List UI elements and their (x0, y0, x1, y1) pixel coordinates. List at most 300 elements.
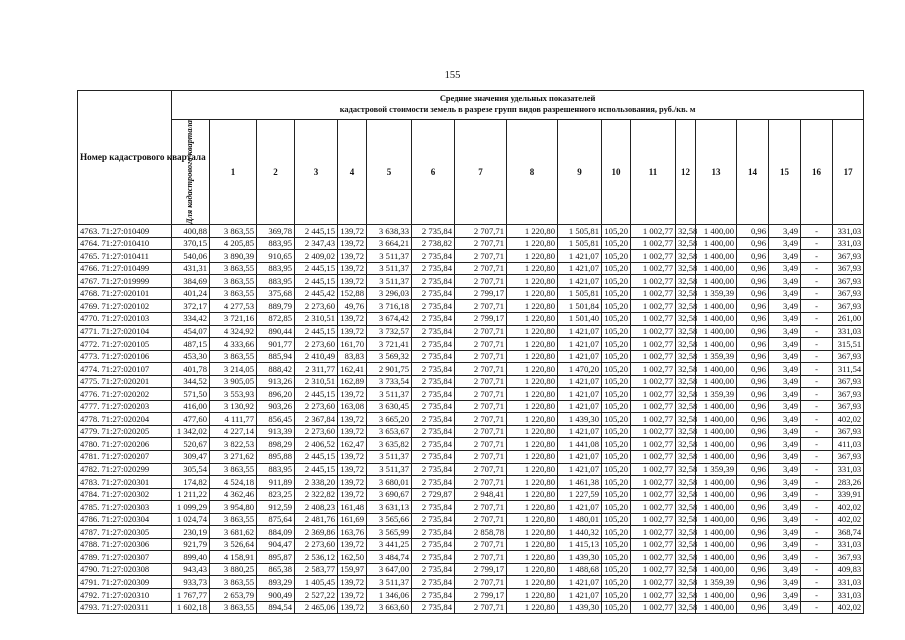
value-cell: 3,49 (769, 275, 801, 288)
value-cell: - (801, 538, 833, 551)
value-cell: 1 220,80 (507, 563, 558, 576)
table-row (78, 287, 864, 300)
value-cell: 2 735,84 (412, 538, 455, 551)
value-cell: 384,69 (172, 275, 210, 288)
value-cell: - (801, 425, 833, 438)
value-cell: 367,93 (833, 400, 864, 413)
value-cell: 2 347,43 (295, 237, 338, 250)
value-cell: 1 400,00 (696, 563, 737, 576)
value-cell: 3,49 (769, 501, 801, 514)
value-cell: 1 359,39 (696, 287, 737, 300)
value-cell: 105,20 (602, 488, 631, 501)
value-cell: 32,58 (676, 338, 696, 351)
cadastral-quarter-cell: 4784. 71:27:020302 (78, 488, 172, 501)
value-cell: 32,58 (676, 451, 696, 464)
value-cell: 0,96 (737, 451, 769, 464)
value-cell: 2 311,77 (295, 363, 338, 376)
value-cell: 367,93 (833, 425, 864, 438)
value-cell: 2 707,71 (455, 538, 507, 551)
value-cell: 0,96 (737, 563, 769, 576)
value-cell: 32,58 (676, 576, 696, 589)
value-cell: 2 735,84 (412, 338, 455, 351)
value-cell: 159,97 (338, 563, 367, 576)
cadastral-quarter-cell: 4785. 71:27:020303 (78, 501, 172, 514)
value-cell: 1 220,80 (507, 325, 558, 338)
value-cell: 409,83 (833, 563, 864, 576)
header-for-quarter-label: Для кадастрового квартала (185, 120, 195, 225)
value-cell: 1 002,77 (631, 501, 676, 514)
table-row (78, 425, 864, 438)
value-cell: - (801, 225, 833, 238)
value-cell: 2 445,15 (295, 463, 338, 476)
value-cell: 105,20 (602, 463, 631, 476)
value-cell: 2 735,84 (412, 563, 455, 576)
value-cell: 331,03 (833, 325, 864, 338)
value-cell: 2 707,71 (455, 400, 507, 413)
value-cell: 913,26 (257, 375, 295, 388)
table-row (78, 463, 864, 476)
value-cell: 3 271,62 (210, 451, 257, 464)
value-cell: 1 002,77 (631, 463, 676, 476)
value-cell: 105,20 (602, 287, 631, 300)
value-cell: 2 735,84 (412, 589, 455, 602)
value-cell: 904,47 (257, 538, 295, 551)
column-header: 5 (367, 120, 412, 225)
value-cell: 454,07 (172, 325, 210, 338)
value-cell: 1 002,77 (631, 413, 676, 426)
value-cell: 32,58 (676, 388, 696, 401)
cadastral-quarter-cell: 4775. 71:27:020201 (78, 375, 172, 388)
value-cell: 161,70 (338, 338, 367, 351)
value-cell: 3,49 (769, 476, 801, 489)
value-cell: 1 400,00 (696, 275, 737, 288)
value-cell: 32,58 (676, 262, 696, 275)
value-cell: 3,49 (769, 350, 801, 363)
value-cell: - (801, 563, 833, 576)
value-cell: 32,58 (676, 425, 696, 438)
value-cell: 3,49 (769, 438, 801, 451)
column-header: 12 (676, 120, 696, 225)
value-cell: 3 732,57 (367, 325, 412, 338)
value-cell: 3 511,37 (367, 275, 412, 288)
value-cell: 1 400,00 (696, 488, 737, 501)
value-cell: 3 653,67 (367, 425, 412, 438)
value-cell: 1 002,77 (631, 363, 676, 376)
value-cell: - (801, 451, 833, 464)
value-cell: 893,29 (257, 576, 295, 589)
cadastral-quarter-cell: 4776. 71:27:020202 (78, 388, 172, 401)
value-cell: 2 735,84 (412, 576, 455, 589)
value-cell: 1 400,00 (696, 237, 737, 250)
value-cell: 1 359,39 (696, 576, 737, 589)
value-cell: 1 421,07 (558, 451, 602, 464)
value-cell: 0,96 (737, 551, 769, 564)
value-cell: 3,49 (769, 325, 801, 338)
value-cell: 1 421,07 (558, 589, 602, 602)
value-cell: 910,65 (257, 250, 295, 263)
value-cell: 0,96 (737, 589, 769, 602)
value-cell: 1 002,77 (631, 438, 676, 451)
value-cell: 1 220,80 (507, 601, 558, 614)
value-cell: 105,20 (602, 388, 631, 401)
value-cell: 1 400,00 (696, 526, 737, 539)
value-cell: 402,02 (833, 513, 864, 526)
value-cell: 139,72 (338, 275, 367, 288)
value-cell: 1 002,77 (631, 338, 676, 351)
value-cell: 3 690,67 (367, 488, 412, 501)
cadastral-quarter-cell: 4764. 71:27:010410 (78, 237, 172, 250)
value-cell: 372,17 (172, 300, 210, 313)
value-cell: 1 480,01 (558, 513, 602, 526)
value-cell: 3 511,37 (367, 262, 412, 275)
value-cell: 2 369,86 (295, 526, 338, 539)
value-cell: - (801, 338, 833, 351)
value-cell: 3 863,55 (210, 576, 257, 589)
value-cell: - (801, 551, 833, 564)
table-row (78, 375, 864, 388)
value-cell: 883,95 (257, 237, 295, 250)
value-cell: 32,58 (676, 350, 696, 363)
value-cell: 3,49 (769, 262, 801, 275)
value-cell: 0,96 (737, 488, 769, 501)
cadastral-quarter-cell: 4766. 71:27:010499 (78, 262, 172, 275)
value-cell: 933,73 (172, 576, 210, 589)
value-cell: 3 890,39 (210, 250, 257, 263)
value-cell: 401,78 (172, 363, 210, 376)
value-cell: 2 707,71 (455, 338, 507, 351)
value-cell: 2 735,84 (412, 262, 455, 275)
column-header: 17 (833, 120, 864, 225)
value-cell: 1 400,00 (696, 438, 737, 451)
value-cell: 2 527,22 (295, 589, 338, 602)
value-cell: 32,58 (676, 413, 696, 426)
value-cell: 3 664,21 (367, 237, 412, 250)
value-cell: 331,03 (833, 237, 864, 250)
value-cell: 1 220,80 (507, 476, 558, 489)
value-cell: 856,45 (257, 413, 295, 426)
value-cell: - (801, 488, 833, 501)
value-cell: 139,72 (338, 313, 367, 326)
value-cell: 400,88 (172, 225, 210, 238)
value-cell: 3 214,05 (210, 363, 257, 376)
value-cell: 367,93 (833, 388, 864, 401)
value-cell: 0,96 (737, 375, 769, 388)
value-cell: 1 002,77 (631, 488, 676, 501)
value-cell: 1 400,00 (696, 225, 737, 238)
value-cell: 1 002,77 (631, 250, 676, 263)
value-cell: 2 707,71 (455, 476, 507, 489)
value-cell: 4 333,66 (210, 338, 257, 351)
table-row (78, 237, 864, 250)
value-cell: 3,49 (769, 589, 801, 602)
value-cell: 1 400,00 (696, 451, 737, 464)
value-cell: 1 359,39 (696, 463, 737, 476)
value-cell: 1 505,81 (558, 225, 602, 238)
page-number: 155 (444, 70, 461, 81)
value-cell: 32,58 (676, 589, 696, 602)
value-cell: 1 346,06 (367, 589, 412, 602)
value-cell: 309,47 (172, 451, 210, 464)
value-cell: 3 681,62 (210, 526, 257, 539)
value-cell: 0,96 (737, 287, 769, 300)
table-row (78, 313, 864, 326)
value-cell: 3,49 (769, 313, 801, 326)
value-cell: 105,20 (602, 237, 631, 250)
value-cell: 2 799,17 (455, 563, 507, 576)
value-cell: 1 359,39 (696, 350, 737, 363)
value-cell: 3,49 (769, 526, 801, 539)
table-row (78, 325, 864, 338)
value-cell: 402,02 (833, 413, 864, 426)
table-row (78, 601, 864, 614)
value-cell: 331,03 (833, 589, 864, 602)
value-cell: 1 421,07 (558, 250, 602, 263)
value-cell: - (801, 275, 833, 288)
value-cell: 0,96 (737, 501, 769, 514)
value-cell: 900,49 (257, 589, 295, 602)
table-row (78, 526, 864, 539)
value-cell: 2 273,60 (295, 300, 338, 313)
value-cell: 2 735,84 (412, 225, 455, 238)
value-cell: 163,08 (338, 400, 367, 413)
value-cell: 2 735,84 (412, 476, 455, 489)
value-cell: 367,93 (833, 275, 864, 288)
value-cell: 1 002,77 (631, 400, 676, 413)
value-cell: 1 400,00 (696, 250, 737, 263)
value-cell: 1 421,07 (558, 262, 602, 275)
value-cell: 1 002,77 (631, 513, 676, 526)
value-cell: 2 735,84 (412, 463, 455, 476)
value-cell: 2 465,06 (295, 601, 338, 614)
value-cell: 3,49 (769, 400, 801, 413)
value-cell: 367,93 (833, 451, 864, 464)
value-cell: 139,72 (338, 476, 367, 489)
value-cell: 32,58 (676, 526, 696, 539)
value-cell: 334,42 (172, 313, 210, 326)
value-cell: 1 220,80 (507, 400, 558, 413)
value-cell: 883,95 (257, 463, 295, 476)
value-cell: 2 707,71 (455, 551, 507, 564)
value-cell: 1 501,84 (558, 300, 602, 313)
column-header: 11 (631, 120, 676, 225)
value-cell: 1 400,00 (696, 262, 737, 275)
value-cell: - (801, 413, 833, 426)
cadastral-quarter-cell: 4768. 71:27:020101 (78, 287, 172, 300)
value-cell: 1 505,81 (558, 287, 602, 300)
value-cell: 3,49 (769, 363, 801, 376)
value-cell: - (801, 463, 833, 476)
cadastral-quarter-cell: 4767. 71:27:019999 (78, 275, 172, 288)
value-cell: 1 220,80 (507, 363, 558, 376)
value-cell: 367,93 (833, 262, 864, 275)
cadastral-quarter-cell: 4787. 71:27:020305 (78, 526, 172, 539)
value-cell: 32,58 (676, 463, 696, 476)
value-cell: 2 735,84 (412, 250, 455, 263)
value-cell: 1 220,80 (507, 526, 558, 539)
value-cell: 402,02 (833, 601, 864, 614)
value-cell: 1 220,80 (507, 463, 558, 476)
value-cell: 1 002,77 (631, 375, 676, 388)
value-cell: 3 511,37 (367, 388, 412, 401)
value-cell: 3 638,33 (367, 225, 412, 238)
value-cell: 2 707,71 (455, 388, 507, 401)
column-header: 13 (696, 120, 737, 225)
value-cell: 2 707,71 (455, 425, 507, 438)
value-cell: 1 002,77 (631, 225, 676, 238)
value-cell: 1 220,80 (507, 551, 558, 564)
value-cell: 3,49 (769, 563, 801, 576)
table-row (78, 275, 864, 288)
table-row (78, 476, 864, 489)
value-cell: 3 511,37 (367, 463, 412, 476)
cadastral-quarter-cell: 4789. 71:27:020307 (78, 551, 172, 564)
value-cell: 3 822,53 (210, 438, 257, 451)
value-cell: 1 002,77 (631, 313, 676, 326)
value-cell: 105,20 (602, 400, 631, 413)
value-cell: 32,58 (676, 287, 696, 300)
value-cell: 139,72 (338, 325, 367, 338)
value-cell: 3 954,80 (210, 501, 257, 514)
value-cell: 3,49 (769, 338, 801, 351)
column-header: 16 (801, 120, 833, 225)
value-cell: 2 735,84 (412, 325, 455, 338)
value-cell: 1 359,39 (696, 388, 737, 401)
value-cell: 416,00 (172, 400, 210, 413)
value-cell: 2 410,49 (295, 350, 338, 363)
value-cell: 894,54 (257, 601, 295, 614)
value-cell: 2 273,60 (295, 338, 338, 351)
value-cell: 1 220,80 (507, 338, 558, 351)
value-cell: 1 220,80 (507, 513, 558, 526)
value-cell: 261,00 (833, 313, 864, 326)
value-cell: 105,20 (602, 338, 631, 351)
value-cell: 49,76 (338, 300, 367, 313)
value-cell: 2 735,84 (412, 451, 455, 464)
value-cell: 2 408,23 (295, 501, 338, 514)
value-cell: 161,69 (338, 513, 367, 526)
value-cell: 0,96 (737, 400, 769, 413)
value-cell: 139,72 (338, 463, 367, 476)
value-cell: 2 707,71 (455, 350, 507, 363)
value-cell: - (801, 501, 833, 514)
value-cell: 3 565,99 (367, 526, 412, 539)
value-cell: 162,89 (338, 375, 367, 388)
value-cell: 912,59 (257, 501, 295, 514)
value-cell: - (801, 526, 833, 539)
value-cell: 105,20 (602, 375, 631, 388)
value-cell: 2 445,15 (295, 225, 338, 238)
value-cell: 105,20 (602, 325, 631, 338)
value-cell: 895,88 (257, 451, 295, 464)
value-cell: 0,96 (737, 225, 769, 238)
value-cell: 3 511,37 (367, 250, 412, 263)
value-cell: 2 707,71 (455, 463, 507, 476)
value-cell: 367,93 (833, 350, 864, 363)
value-cell: 3 863,55 (210, 225, 257, 238)
value-cell: 1 415,13 (558, 538, 602, 551)
value-cell: 0,96 (737, 325, 769, 338)
cadastral-quarter-cell: 4763. 71:27:010409 (78, 225, 172, 238)
table-row (78, 563, 864, 576)
value-cell: 2 735,84 (412, 425, 455, 438)
value-cell: 1 767,77 (172, 589, 210, 602)
value-cell: 32,58 (676, 488, 696, 501)
value-cell: 1 421,07 (558, 425, 602, 438)
value-cell: 921,79 (172, 538, 210, 551)
value-cell: 339,91 (833, 488, 864, 501)
value-cell: 1 220,80 (507, 451, 558, 464)
value-cell: 32,58 (676, 325, 696, 338)
value-cell: 1 220,80 (507, 538, 558, 551)
value-cell: 3,49 (769, 463, 801, 476)
value-cell: 3,49 (769, 488, 801, 501)
value-cell: 2 707,71 (455, 262, 507, 275)
value-cell: 1 220,80 (507, 237, 558, 250)
value-cell: 2 273,60 (295, 400, 338, 413)
value-cell: 1 440,32 (558, 526, 602, 539)
value-cell: 3 863,55 (210, 287, 257, 300)
value-cell: 139,72 (338, 413, 367, 426)
value-cell: 3 905,05 (210, 375, 257, 388)
value-cell: 0,96 (737, 513, 769, 526)
value-cell: 3 441,25 (367, 538, 412, 551)
value-cell: 105,20 (602, 589, 631, 602)
value-cell: - (801, 237, 833, 250)
column-header: 14 (737, 120, 769, 225)
value-cell: - (801, 589, 833, 602)
value-cell: 3,49 (769, 225, 801, 238)
cadastral-quarter-cell: 4777. 71:27:020203 (78, 400, 172, 413)
cadastral-quarter-cell: 4791. 71:27:020309 (78, 576, 172, 589)
value-cell: 105,20 (602, 551, 631, 564)
value-cell: 1 002,77 (631, 526, 676, 539)
value-cell: 2 901,75 (367, 363, 412, 376)
value-cell: 105,20 (602, 262, 631, 275)
value-cell: 3,49 (769, 451, 801, 464)
cadastral-quarter-cell: 4781. 71:27:020207 (78, 451, 172, 464)
value-cell: 2 707,71 (455, 225, 507, 238)
value-cell: 2 738,82 (412, 237, 455, 250)
cadastral-quarter-cell: 4779. 71:27:020205 (78, 425, 172, 438)
value-cell: 1 421,07 (558, 350, 602, 363)
value-cell: 899,40 (172, 551, 210, 564)
value-cell: 2 799,17 (455, 313, 507, 326)
value-cell: 896,20 (257, 388, 295, 401)
value-cell: 139,72 (338, 451, 367, 464)
column-header: 6 (412, 120, 455, 225)
value-cell: 2 799,17 (455, 287, 507, 300)
value-cell: 2 735,84 (412, 313, 455, 326)
value-cell: 139,72 (338, 388, 367, 401)
value-cell: 3 863,55 (210, 350, 257, 363)
value-cell: - (801, 287, 833, 300)
value-cell: 1 002,77 (631, 262, 676, 275)
value-cell: 571,50 (172, 388, 210, 401)
value-cell: 3 733,54 (367, 375, 412, 388)
value-cell: - (801, 388, 833, 401)
value-cell: 105,20 (602, 501, 631, 514)
value-cell: 2 948,41 (455, 488, 507, 501)
value-cell: 1 220,80 (507, 488, 558, 501)
value-cell: - (801, 300, 833, 313)
value-cell: 2 707,71 (455, 363, 507, 376)
value-cell: 2 735,84 (412, 438, 455, 451)
value-cell: 1 421,07 (558, 576, 602, 589)
value-cell: 2 445,15 (295, 325, 338, 338)
value-cell: 105,20 (602, 363, 631, 376)
value-cell: 883,95 (257, 262, 295, 275)
value-cell: 1 002,77 (631, 551, 676, 564)
